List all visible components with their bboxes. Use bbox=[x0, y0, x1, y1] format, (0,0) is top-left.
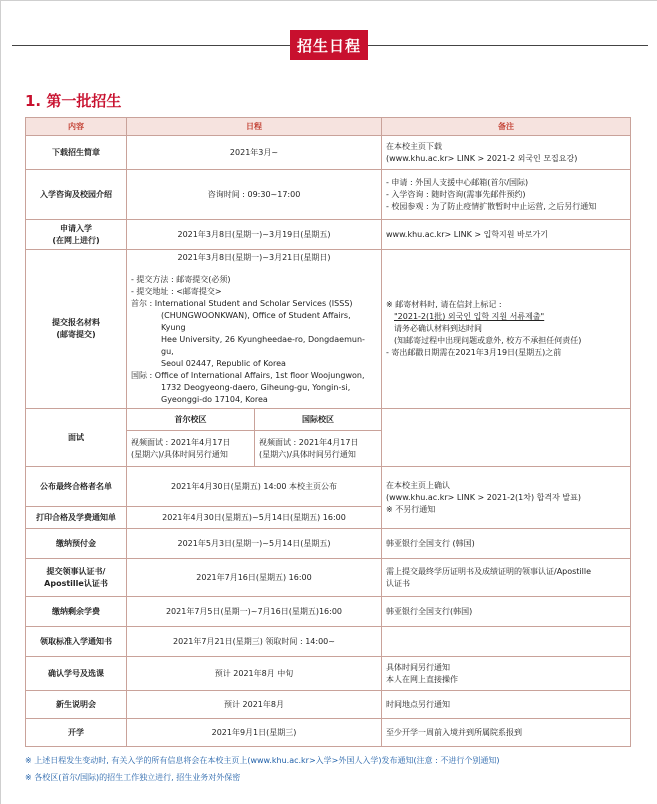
table-row bbox=[26, 597, 631, 627]
table-row bbox=[26, 170, 631, 220]
row-schedule: 2021年7月21日(星期三) 领取时间 : 14:00~ bbox=[127, 627, 382, 657]
row-note: 具体时间另行通知 本人在网上直接操作 bbox=[382, 657, 631, 691]
row-schedule: 咨询时间 : 09:30~17:00 bbox=[127, 170, 382, 220]
table-row bbox=[26, 250, 631, 409]
header-item: 内容 bbox=[26, 118, 127, 136]
table-header-row bbox=[26, 118, 631, 136]
row-schedule: 2021年4月30日(星期五) 14:00 本校主页公布 bbox=[127, 467, 382, 507]
row-schedule: 2021年3月8日(星期一)~3月19日(星期五) bbox=[127, 220, 382, 250]
row-item: 面试 bbox=[26, 409, 127, 467]
row-schedule: 2021年3月~ bbox=[127, 136, 382, 170]
table-row bbox=[26, 409, 631, 431]
row-item: 缴纳预付金 bbox=[26, 529, 127, 559]
footnote-1: ※ 上述日程发生变动时, 有关入学的所有信息将会在本校主页上(www.khu.ac.kr>入学>外国人入学)发布通知(注意 : 不进行个别通知) bbox=[25, 756, 500, 765]
row-item: 入学咨询及校园介绍 bbox=[26, 170, 127, 220]
table-row bbox=[26, 559, 631, 597]
row-item: 提交报名材料 (邮寄提交) bbox=[26, 250, 127, 409]
header-rule-left bbox=[12, 45, 290, 46]
row-schedule: 2021年4月30日(星期五)~5月14日(星期五) 16:00 bbox=[127, 507, 382, 529]
campus-global: 国际校区 bbox=[255, 409, 382, 431]
table-row bbox=[26, 657, 631, 691]
row-item: 领取标准入学通知书 bbox=[26, 627, 127, 657]
page-banner: 招生日程 bbox=[290, 30, 368, 60]
row-note: www.khu.ac.kr> LINK > 입학지원 바로가기 bbox=[382, 220, 631, 250]
table-row bbox=[26, 529, 631, 559]
row-note: 在本校主页下载 (www.khu.ac.kr> LINK > 2021-2 외국인 모집요강) bbox=[382, 136, 631, 170]
header-schedule: 日程 bbox=[127, 118, 382, 136]
row-schedule: 2021年9月1日(星期三) bbox=[127, 719, 382, 747]
table-row bbox=[26, 719, 631, 747]
row-note bbox=[382, 409, 631, 467]
row-item: 确认学号及选课 bbox=[26, 657, 127, 691]
row-note: 韩亚银行全国支行(韩国) bbox=[382, 597, 631, 627]
table-row bbox=[26, 691, 631, 719]
row-note: - 申请 : 外国人支援中心邮箱(首尔/国际) - 入学咨询 : 随时咨询(需事先邮件预约) - 校园参观 : 为了防止疫情扩散暂时中止运营, 之后另行通知 bbox=[382, 170, 631, 220]
frame-border-top bbox=[0, 0, 657, 1]
header-rule-right bbox=[368, 45, 648, 46]
section-title: 1. 第一批招生 bbox=[25, 92, 122, 110]
campus-seoul: 首尔校区 bbox=[127, 409, 255, 431]
table-row bbox=[26, 220, 631, 250]
row-item: 新生说明会 bbox=[26, 691, 127, 719]
row-schedule: 2021年5月3日(星期一)~5月14日(星期五) bbox=[127, 529, 382, 559]
row-note: 在本校主页上确认 (www.khu.ac.kr> LINK > 2021-2(1차) 합격자 발표) ※ 不另行通知 bbox=[382, 467, 631, 529]
row-note: 时间地点另行通知 bbox=[382, 691, 631, 719]
footnote-2: ※ 各校区(首尔/国际)的招生工作独立进行, 招生业务对外保密 bbox=[25, 773, 241, 782]
row-schedule: 预计 2021年8月 中旬 bbox=[127, 657, 382, 691]
row-item: 缴纳剩余学费 bbox=[26, 597, 127, 627]
row-note: 需上提交最终学历证明书及成绩证明的领事认证/Apostille 认证书 bbox=[382, 559, 631, 597]
table-row bbox=[26, 627, 631, 657]
row-note: 韩亚银行全国支行 (韩国) bbox=[382, 529, 631, 559]
row-schedule: 预计 2021年8月 bbox=[127, 691, 382, 719]
row-item: 开学 bbox=[26, 719, 127, 747]
interview-seoul: 视频面试 : 2021年4月17日 (星期六)/具体时间另行通知 bbox=[127, 431, 255, 467]
row-note: 至少开学一周前入境并到所属院系报到 bbox=[382, 719, 631, 747]
schedule-table bbox=[25, 117, 631, 747]
header-note: 备注 bbox=[382, 118, 631, 136]
row-item: 申请入学 (在网上进行) bbox=[26, 220, 127, 250]
row-item: 公布最终合格者名单 bbox=[26, 467, 127, 507]
row-item: 打印合格及学费通知单 bbox=[26, 507, 127, 529]
frame-border-left bbox=[0, 0, 1, 804]
table-row bbox=[26, 136, 631, 170]
row-schedule: 2021年7月5日(星期一)~7月16日(星期五)16:00 bbox=[127, 597, 382, 627]
table-row bbox=[26, 467, 631, 507]
row-item: 下载招生简章 bbox=[26, 136, 127, 170]
row-schedule: 2021年3月8日(星期一)~3月21日(星期日) - 提交方法 : 邮寄提交(必须) - 提交地址 : <邮寄提交> 首尔 : International Student and Scholar Services (ISSS) (CHUNGWOONKWAN), Office of Student Affairs, Kyung Hee University, 26 Kyungheedae-ro, Dongdaemun-gu, Seoul 02447, Republic of Korea 国际 : Office of International Affairs, 1st floor Woojungwon, 1732 Deogyeong-daero, Giheung-gu, Yongin-si, Gyeonggi-do 17104, Korea bbox=[127, 250, 382, 409]
row-schedule: 2021年7月16日(星期五) 16:00 bbox=[127, 559, 382, 597]
row-note: ※ 邮寄材料时, 请在信封上标记 : "2021-2(1批) 외국인 입학 지원 서류제출" 请务必确认材料到达时间 (知邮寄过程中出现问题或意外, 校方不承担任何责任) - 寄出邮戳日期需在2021年3月19日(星期五)之前 bbox=[382, 250, 631, 409]
interview-global: 视频面试 : 2021年4月17日 (星期六)/具体时间另行通知 bbox=[255, 431, 382, 467]
row-note bbox=[382, 627, 631, 657]
row-item: 提交领事认证书/ Apostille认证书 bbox=[26, 559, 127, 597]
